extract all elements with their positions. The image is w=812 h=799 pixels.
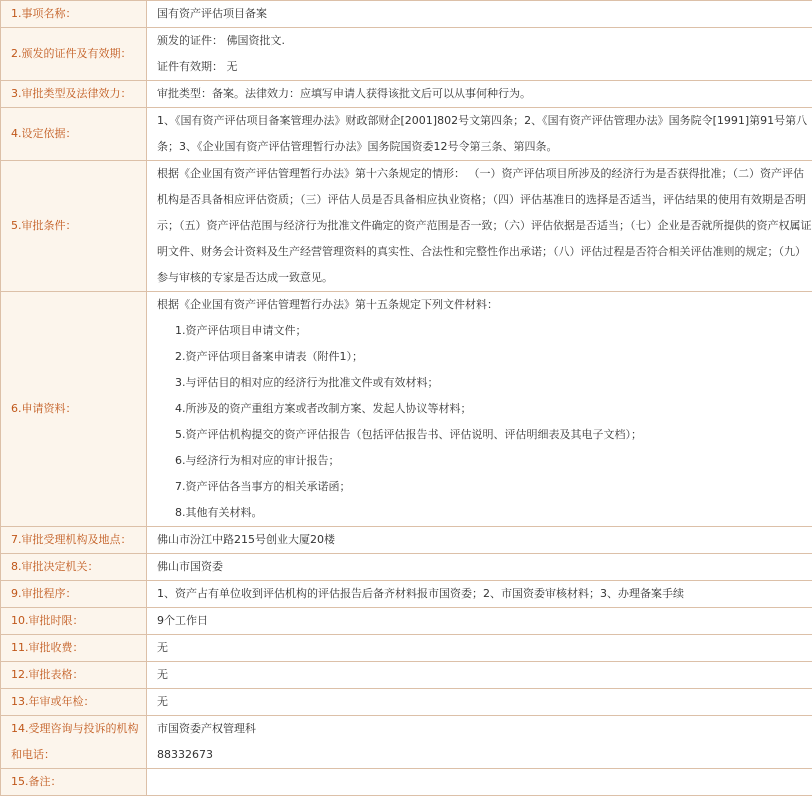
row-value: 9个工作日 — [147, 608, 812, 635]
row-label: 6.申请资料： — [1, 292, 147, 527]
row-label: 7.审批受理机构及地点： — [1, 527, 147, 554]
table-row — [1, 527, 812, 554]
table-row — [1, 1, 812, 28]
row-label: 4.设定依据： — [1, 108, 147, 161]
table-row — [1, 28, 812, 81]
row-value — [147, 292, 812, 527]
row-value: 无 — [147, 635, 812, 662]
row-label: 14.受理咨询与投诉的机构和电话： — [1, 716, 147, 769]
list-item: 3.与评估目的相对应的经济行为批准文件或有效材料； — [175, 376, 439, 389]
list-item: 1.资产评估项目申请文件； — [175, 324, 307, 337]
list-item: 2.资产评估项目备案申请表（附件1）； — [175, 350, 363, 363]
row-value — [147, 161, 812, 292]
table-row — [1, 81, 812, 108]
list-item: 8.其他有关材料。 — [175, 506, 263, 519]
row-label: 3.审批类型及法律效力： — [1, 81, 147, 108]
table-row — [1, 769, 812, 796]
table-row — [1, 108, 812, 161]
row-value — [147, 716, 812, 769]
contact-phone: 88332673 — [157, 748, 213, 761]
row-value — [147, 769, 812, 796]
row-label: 13.年审或年检： — [1, 689, 147, 716]
row-value: 佛山市汾江中路215号创业大厦20楼 — [147, 527, 812, 554]
row-label: 8.审批决定机关： — [1, 554, 147, 581]
materials-intro: 根据《企业国有资产评估管理暂行办法》第十五条规定下列文件材料： — [157, 298, 498, 311]
row-value: 无 — [147, 689, 812, 716]
row-label: 12.审批表格： — [1, 662, 147, 689]
table-row — [1, 292, 812, 527]
legal-basis-text: 1、《国有资产评估项目备案管理办法》财政部财企[2001]802号文第四条；2、《国有资产评估管理办法》国务院令[1991]第91号第八条；3、《企业国有资产评估管理暂行办法》国务院国资委12号令第三条、第四条。 — [157, 114, 808, 153]
table-row — [1, 161, 812, 292]
row-label: 9.审批程序： — [1, 581, 147, 608]
list-item: 7.资产评估各当事方的相关承诺函； — [175, 480, 351, 493]
row-value — [147, 28, 812, 81]
certificate-line: 颁发的证件： 佛国资批文. — [157, 34, 285, 47]
validity-line: 证件有效期： 无 — [157, 60, 238, 73]
row-label: 2.颁发的证件及有效期： — [1, 28, 147, 81]
row-label: 1.事项名称： — [1, 1, 147, 28]
conditions-text: 根据《企业国有资产评估管理暂行办法》第十六条规定的情形： （一）资产评估项目所涉及的经济行为是否获得批准；（二）资产评估机构是否具备相应评估资质；（三）评估人员是否具备相应执业资格；（四）评估基准日的选择是否适当，评估结果的使用有效期是否明示；（五）资产评估范围与经济行为批准文件确定的资产范围是否一致；（六）评估依据是否适当；（七）企业是否就所提供的资产权属证明文件、财务会计资料及生产经营管理资料的真实性、合法性和完整性作出承诺；（八）评估过程是否符合相关评估准则的规定；（九）参与审核的专家是否达成一致意见。 — [157, 167, 812, 284]
row-label: 10.审批时限： — [1, 608, 147, 635]
contact-office: 市国资委产权管理科 — [157, 722, 256, 735]
table-row — [1, 716, 812, 769]
table-row — [1, 554, 812, 581]
row-label: 5.审批条件： — [1, 161, 147, 292]
row-value: 1、资产占有单位收到评估机构的评估报告后备齐材料报市国资委；2、市国资委审核材料；3、办理备案手续 — [147, 581, 812, 608]
row-label: 15.备注： — [1, 769, 147, 796]
list-item: 6.与经济行为相对应的审计报告； — [175, 454, 340, 467]
table-row — [1, 581, 812, 608]
row-value: 佛山市国资委 — [147, 554, 812, 581]
row-label: 11.审批收费： — [1, 635, 147, 662]
table-row — [1, 689, 812, 716]
row-value — [147, 108, 812, 161]
table-row — [1, 662, 812, 689]
row-value: 无 — [147, 662, 812, 689]
table-row — [1, 635, 812, 662]
list-item: 4.所涉及的资产重组方案或者改制方案、发起人协议等材料； — [175, 402, 472, 415]
table-row — [1, 608, 812, 635]
row-value: 审批类型：备案。法律效力：应填写申请人获得该批文后可以从事何种行为。 — [147, 81, 812, 108]
list-item: 5.资产评估机构提交的资产评估报告（包括评估报告书、评估说明、评估明细表及其电子文档）； — [175, 428, 642, 441]
row-value: 国有资产评估项目备案 — [147, 1, 812, 28]
